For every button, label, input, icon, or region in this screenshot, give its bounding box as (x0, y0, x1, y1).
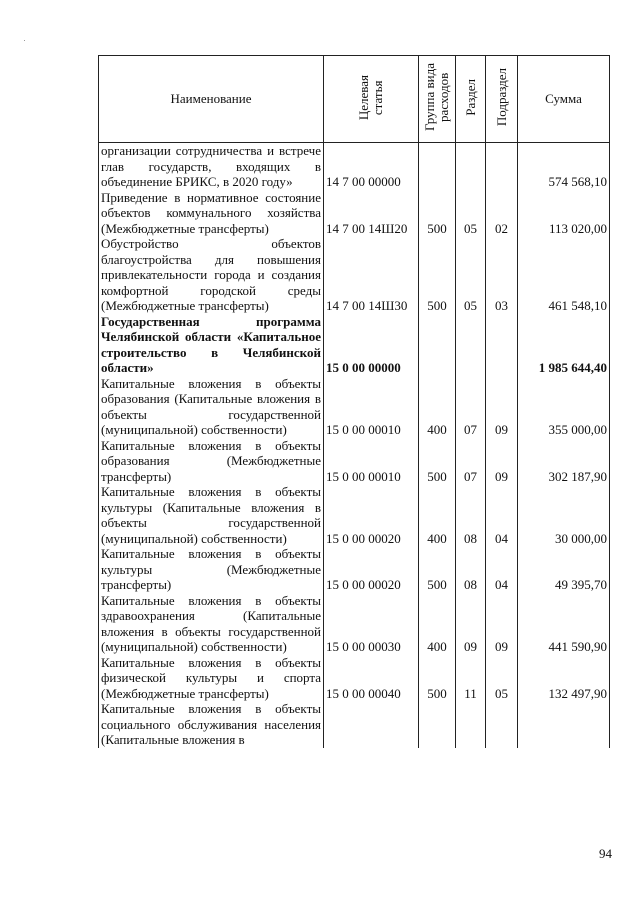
cell-name: организации сотрудничества и встрече глав государств, входящих в объединение БРИКС, в 2020 году» (99, 143, 324, 190)
table-row (99, 190, 610, 237)
cell-sum: 302 187,90 (518, 438, 610, 485)
cell-group: 500 (419, 546, 456, 593)
cell-group: 400 (419, 484, 456, 546)
cell-group (419, 314, 456, 376)
table-row (99, 376, 610, 438)
cell-code (324, 701, 419, 748)
cell-section: 05 (456, 190, 486, 237)
header-group: Группа вида расходов (419, 56, 456, 143)
cell-name: Обустройство объектов благоустройства для повышения привлекательности города и создания комфортной городской среды (Межбюджетные трансферты) (99, 236, 324, 314)
table-header (99, 56, 610, 143)
cell-code: 15 0 00 00000 (324, 314, 419, 376)
cell-sum: 574 568,10 (518, 143, 610, 190)
cell-section (456, 701, 486, 748)
cell-section: 09 (456, 593, 486, 655)
cell-code: 15 0 00 00020 (324, 484, 419, 546)
header-section: Раздел (456, 56, 486, 143)
table-row (99, 143, 610, 190)
header-subsection: Подраздел (486, 56, 518, 143)
cell-sum: 1 985 644,40 (518, 314, 610, 376)
table-row (99, 655, 610, 702)
cell-name: Капитальные вложения в объекты социального обслуживания населения (Капитальные вложения в (99, 701, 324, 748)
cell-code: 15 0 00 00010 (324, 376, 419, 438)
cell-group: 400 (419, 593, 456, 655)
cell-subsection: 05 (486, 655, 518, 702)
table-row (99, 484, 610, 546)
page-number: 94 (599, 846, 612, 861)
cell-subsection: 04 (486, 484, 518, 546)
cell-subsection: 09 (486, 376, 518, 438)
cell-group: 500 (419, 190, 456, 237)
cell-name: Приведение в нормативное состояние объектов коммунального хозяйства (Межбюджетные трансферты) (99, 190, 324, 237)
cell-code: 15 0 00 00010 (324, 438, 419, 485)
cell-name: Капитальные вложения в объекты здравоохранения (Капитальные вложения в объекты государственной (муниципальной) собственности) (99, 593, 324, 655)
cell-section: 11 (456, 655, 486, 702)
cell-sum: 113 020,00 (518, 190, 610, 237)
cell-subsection: 03 (486, 236, 518, 314)
cell-sum: 441 590,90 (518, 593, 610, 655)
scan-mark (24, 40, 25, 41)
table-row (99, 546, 610, 593)
cell-code: 14 7 00 00000 (324, 143, 419, 190)
table-row (99, 236, 610, 314)
header-sum: Сумма (518, 56, 610, 143)
cell-name: Капитальные вложения в объекты культуры (Капитальные вложения в объекты государственной (муниципальной) собственности) (99, 484, 324, 546)
cell-group: 500 (419, 236, 456, 314)
cell-group: 500 (419, 438, 456, 485)
cell-section: 05 (456, 236, 486, 314)
cell-section (456, 314, 486, 376)
cell-subsection: 04 (486, 546, 518, 593)
table-row (99, 701, 610, 748)
table-row (99, 438, 610, 485)
cell-name: Капитальные вложения в объекты физической культуры и спорта (Межбюджетные трансферты) (99, 655, 324, 702)
cell-section: 08 (456, 546, 486, 593)
cell-section: 07 (456, 438, 486, 485)
header-code: Целевая статья (324, 56, 419, 143)
cell-sum: 132 497,90 (518, 655, 610, 702)
cell-subsection (486, 701, 518, 748)
cell-group (419, 143, 456, 190)
cell-sum: 461 548,10 (518, 236, 610, 314)
cell-group: 500 (419, 655, 456, 702)
cell-name: Капитальные вложения в объекты образования (Капитальные вложения в объекты государственной (муниципальной) собственности) (99, 376, 324, 438)
cell-sum: 30 000,00 (518, 484, 610, 546)
cell-name: Государственная программа Челябинской области «Капитальное строительство в Челябинской области» (99, 314, 324, 376)
cell-code: 15 0 00 00040 (324, 655, 419, 702)
cell-code: 14 7 00 14Ш30 (324, 236, 419, 314)
table-body (99, 143, 610, 748)
table-row (99, 593, 610, 655)
cell-section (456, 143, 486, 190)
cell-sum: 49 395,70 (518, 546, 610, 593)
cell-subsection (486, 143, 518, 190)
cell-name: Капитальные вложения в объекты образования (Межбюджетные трансферты) (99, 438, 324, 485)
cell-code: 15 0 00 00020 (324, 546, 419, 593)
cell-section: 07 (456, 376, 486, 438)
header-name: Наименование (99, 56, 324, 143)
cell-subsection: 09 (486, 593, 518, 655)
budget-table (98, 55, 610, 748)
cell-code: 15 0 00 00030 (324, 593, 419, 655)
cell-subsection (486, 314, 518, 376)
cell-sum (518, 701, 610, 748)
cell-subsection: 09 (486, 438, 518, 485)
cell-group: 400 (419, 376, 456, 438)
cell-group (419, 701, 456, 748)
table-row (99, 314, 610, 376)
cell-sum: 355 000,00 (518, 376, 610, 438)
cell-subsection: 02 (486, 190, 518, 237)
cell-section: 08 (456, 484, 486, 546)
cell-code: 14 7 00 14Ш20 (324, 190, 419, 237)
cell-name: Капитальные вложения в объекты культуры (Межбюджетные трансферты) (99, 546, 324, 593)
